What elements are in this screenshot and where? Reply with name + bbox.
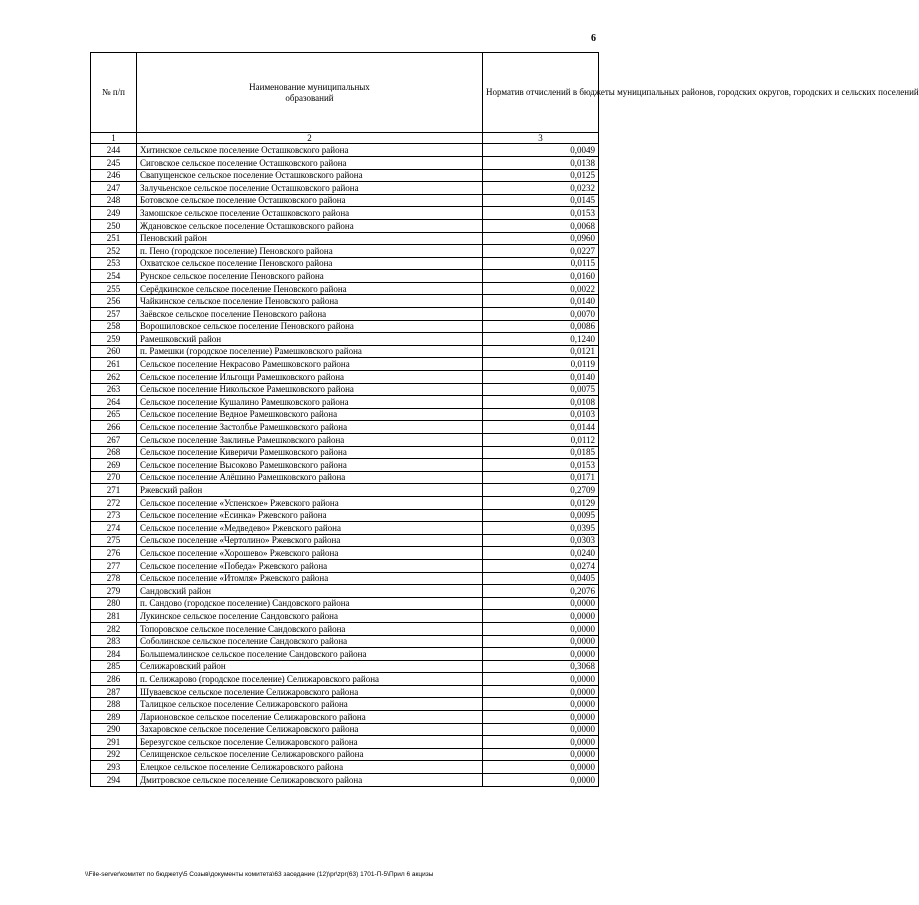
row-number: 251 (91, 232, 137, 245)
header-norm: Норматив отчислений в бюджеты муниципальных районов, городских округов, городских и сельских поселений (483, 53, 599, 133)
page-number: 6 (591, 33, 596, 44)
row-number: 278 (91, 572, 137, 585)
row-name: Чайкинское сельское поселение Пеновского района (137, 295, 483, 308)
row-number: 259 (91, 333, 137, 346)
row-name: Сиговское сельское поселение Осташковского района (137, 156, 483, 169)
table-row (91, 182, 599, 195)
row-name: Ботовское сельское поселение Осташковского района (137, 194, 483, 207)
row-number: 257 (91, 308, 137, 321)
table-row (91, 308, 599, 321)
row-number: 288 (91, 698, 137, 711)
row-number: 293 (91, 761, 137, 774)
row-number: 283 (91, 635, 137, 648)
file-path-footer: \\File-server\комитет по бюджету\5 Созыв\документы комитета\63 заседание (12)\pr\zpr(63) 1701-П-5\Прил 6 акцизы (85, 871, 434, 878)
row-value: 0,0068 (483, 219, 599, 232)
row-value: 0,0160 (483, 270, 599, 283)
row-name: Ларионовское сельское поселение Селижаровского района (137, 711, 483, 724)
row-value: 0,0086 (483, 320, 599, 333)
table-row (91, 496, 599, 509)
row-value: 0,0405 (483, 572, 599, 585)
row-number: 253 (91, 257, 137, 270)
row-value: 0,0000 (483, 761, 599, 774)
row-number: 289 (91, 711, 137, 724)
table-row (91, 559, 599, 572)
table-row (91, 282, 599, 295)
row-number: 246 (91, 169, 137, 182)
row-name: Сельское поселение Алёшино Рамешковского района (137, 471, 483, 484)
row-value: 0,0185 (483, 446, 599, 459)
row-name: Сельское поселение «Чертолино» Ржевского района (137, 534, 483, 547)
row-name: Сельское поселение «Хорошево» Ржевского района (137, 547, 483, 560)
row-value: 0,0049 (483, 144, 599, 157)
row-number: 266 (91, 421, 137, 434)
row-name: Ворошиловское сельское поселение Пеновского района (137, 320, 483, 333)
table-row (91, 648, 599, 661)
table-row (91, 660, 599, 673)
row-value: 0,0000 (483, 736, 599, 749)
table-row (91, 509, 599, 522)
row-value: 0,0121 (483, 345, 599, 358)
row-number: 269 (91, 459, 137, 472)
row-number: 260 (91, 345, 137, 358)
table-row (91, 383, 599, 396)
row-value: 0,0108 (483, 396, 599, 409)
row-name: Залучьенское сельское поселение Осташковского района (137, 182, 483, 195)
row-value: 0,0145 (483, 194, 599, 207)
table-row (91, 434, 599, 447)
row-number: 286 (91, 673, 137, 686)
row-name: Хитинское сельское поселение Осташковского района (137, 144, 483, 157)
row-name: Замошское сельское поселение Осташковского района (137, 207, 483, 220)
row-number: 244 (91, 144, 137, 157)
row-number: 247 (91, 182, 137, 195)
row-name: Сельское поселение «Медведево» Ржевского района (137, 522, 483, 535)
table-row (91, 572, 599, 585)
row-number: 245 (91, 156, 137, 169)
row-name: Захаровское сельское поселение Селижаровского района (137, 723, 483, 736)
table-row (91, 295, 599, 308)
row-name: Большемалинское сельское поселение Сандовского района (137, 648, 483, 661)
row-number: 268 (91, 446, 137, 459)
table-row (91, 736, 599, 749)
row-value: 0,0112 (483, 434, 599, 447)
row-value: 0,0227 (483, 245, 599, 258)
table-row (91, 597, 599, 610)
table-row (91, 673, 599, 686)
row-name: Елецкое сельское поселение Селижаровского района (137, 761, 483, 774)
row-name: Сельское поселение Ильгощи Рамешковского района (137, 371, 483, 384)
table-body (91, 144, 599, 786)
table-row (91, 484, 599, 497)
row-number: 267 (91, 434, 137, 447)
table-row (91, 685, 599, 698)
row-name: Рунское сельское поселение Пеновского района (137, 270, 483, 283)
row-value: 0,0000 (483, 610, 599, 623)
row-name: Талицкое сельское поселение Селижаровского района (137, 698, 483, 711)
row-number: 248 (91, 194, 137, 207)
norms-table (90, 52, 919, 787)
row-value: 0,0000 (483, 748, 599, 761)
row-value: 0,0125 (483, 169, 599, 182)
row-number: 252 (91, 245, 137, 258)
table-row (91, 534, 599, 547)
row-name: Сельское поселение «Есинка» Ржевского района (137, 509, 483, 522)
table-row (91, 446, 599, 459)
row-value: 0,0153 (483, 459, 599, 472)
row-value: 0,0070 (483, 308, 599, 321)
row-number: 282 (91, 622, 137, 635)
row-value: 0,0232 (483, 182, 599, 195)
table-row (91, 232, 599, 245)
row-number: 264 (91, 396, 137, 409)
row-number: 273 (91, 509, 137, 522)
row-name: Сельское поселение Некрасово Рамешковского района (137, 358, 483, 371)
row-value: 0,0000 (483, 673, 599, 686)
row-number: 275 (91, 534, 137, 547)
row-value: 0,0022 (483, 282, 599, 295)
table-row (91, 459, 599, 472)
row-number: 272 (91, 496, 137, 509)
row-value: 0,0000 (483, 597, 599, 610)
row-value: 0,0144 (483, 421, 599, 434)
row-name: Топоровское сельское поселение Сандовского района (137, 622, 483, 635)
row-value: 0,0000 (483, 723, 599, 736)
row-number: 271 (91, 484, 137, 497)
row-value: 0,0140 (483, 371, 599, 384)
table-row (91, 711, 599, 724)
row-value: 0,0000 (483, 622, 599, 635)
table-row (91, 585, 599, 598)
row-name: Сельское поселение Ведное Рамешковского района (137, 408, 483, 421)
row-number: 285 (91, 660, 137, 673)
row-name: Шуваевское сельское поселение Селижаровского района (137, 685, 483, 698)
row-value: 0,0000 (483, 698, 599, 711)
table-row (91, 748, 599, 761)
row-name: Ждановское сельское поселение Осташковского района (137, 219, 483, 232)
column-index-row (91, 133, 599, 144)
row-number: 258 (91, 320, 137, 333)
row-value: 0,3068 (483, 660, 599, 673)
table-row (91, 396, 599, 409)
row-name: Дмитровское сельское поселение Селижаровского района (137, 774, 483, 787)
table-row (91, 320, 599, 333)
table-row (91, 371, 599, 384)
row-number: 276 (91, 547, 137, 560)
table-row (91, 270, 599, 283)
table-row (91, 358, 599, 371)
row-name: Соболинское сельское поселение Сандовского района (137, 635, 483, 648)
row-value: 0,0000 (483, 685, 599, 698)
row-number: 270 (91, 471, 137, 484)
row-number: 265 (91, 408, 137, 421)
row-name: Сандовский район (137, 585, 483, 598)
row-value: 0,0153 (483, 207, 599, 220)
table-row (91, 421, 599, 434)
row-value: 0,0119 (483, 358, 599, 371)
table-row (91, 345, 599, 358)
table-row (91, 547, 599, 560)
table-row (91, 219, 599, 232)
row-value: 0,0000 (483, 635, 599, 648)
table-row (91, 635, 599, 648)
table-row (91, 207, 599, 220)
table-row (91, 471, 599, 484)
row-name: п. Пено (городское поселение) Пеновского района (137, 245, 483, 258)
row-name: Свапущенское сельское поселение Осташковского района (137, 169, 483, 182)
row-name: Сельское поселение Застолбье Рамешковского района (137, 421, 483, 434)
row-name: Селищенское сельское поселение Селижаровского района (137, 748, 483, 761)
row-value: 0,0095 (483, 509, 599, 522)
row-name: Пеновский район (137, 232, 483, 245)
row-name: п. Сандово (городское поселение) Сандовского района (137, 597, 483, 610)
row-number: 290 (91, 723, 137, 736)
table-row (91, 333, 599, 346)
row-name: Селижаровский район (137, 660, 483, 673)
row-value: 0,0240 (483, 547, 599, 560)
row-value: 0,1240 (483, 333, 599, 346)
row-number: 292 (91, 748, 137, 761)
column-index-3: 3 (483, 133, 599, 144)
row-number: 279 (91, 585, 137, 598)
row-number: 294 (91, 774, 137, 787)
row-name: п. Рамешки (городское поселение) Рамешковского района (137, 345, 483, 358)
row-name: Сельское поселение Никольское Рамешковского района (137, 383, 483, 396)
header-number: № п/п (91, 53, 137, 133)
row-name: Серёдкинское сельское поселение Пеновского района (137, 282, 483, 295)
table-row (91, 245, 599, 258)
row-value: 0,0115 (483, 257, 599, 270)
row-number: 249 (91, 207, 137, 220)
row-value: 0,0000 (483, 774, 599, 787)
row-name: п. Селижарово (городское поселение) Селижаровского района (137, 673, 483, 686)
row-number: 284 (91, 648, 137, 661)
table-row (91, 610, 599, 623)
row-value: 0,0274 (483, 559, 599, 572)
table-row (91, 257, 599, 270)
row-name: Охватское сельское поселение Пеновского района (137, 257, 483, 270)
table-row (91, 144, 599, 157)
row-number: 250 (91, 219, 137, 232)
row-name: Сельское поселение Киверичи Рамешковского района (137, 446, 483, 459)
row-value: 0,0140 (483, 295, 599, 308)
row-name: Сельское поселение Высоково Рамешковского района (137, 459, 483, 472)
header-name (137, 53, 483, 133)
row-number: 263 (91, 383, 137, 396)
table-row (91, 156, 599, 169)
row-value: 0,0103 (483, 408, 599, 421)
row-number: 262 (91, 371, 137, 384)
table-row (91, 408, 599, 421)
table-row (91, 522, 599, 535)
row-number: 256 (91, 295, 137, 308)
column-index-1: 1 (91, 133, 137, 144)
row-name: Лукинское сельское поселение Сандовского района (137, 610, 483, 623)
row-number: 281 (91, 610, 137, 623)
row-number: 255 (91, 282, 137, 295)
row-name: Березугское сельское поселение Селижаровского района (137, 736, 483, 749)
row-number: 261 (91, 358, 137, 371)
row-number: 291 (91, 736, 137, 749)
row-value: 0,0000 (483, 648, 599, 661)
table-header-row (91, 53, 599, 133)
row-value: 0,0960 (483, 232, 599, 245)
row-number: 280 (91, 597, 137, 610)
row-value: 0,0075 (483, 383, 599, 396)
row-number: 274 (91, 522, 137, 535)
row-value: 0,0138 (483, 156, 599, 169)
row-name: Сельское поселение Заклинье Рамешковского района (137, 434, 483, 447)
row-value: 0,2076 (483, 585, 599, 598)
table-row (91, 169, 599, 182)
row-value: 0,0303 (483, 534, 599, 547)
header-name-text: Наименование муниципальных образований (249, 82, 370, 103)
row-value: 0,0171 (483, 471, 599, 484)
row-value: 0,0395 (483, 522, 599, 535)
table-row (91, 761, 599, 774)
row-number: 254 (91, 270, 137, 283)
table-row (91, 194, 599, 207)
row-name: Сельское поселение Кушалино Рамешковского района (137, 396, 483, 409)
row-name: Сельское поселение «Успенское» Ржевского района (137, 496, 483, 509)
table-row (91, 723, 599, 736)
table-row (91, 622, 599, 635)
row-number: 277 (91, 559, 137, 572)
row-name: Ржевский район (137, 484, 483, 497)
row-name: Сельское поселение «Победа» Ржевского района (137, 559, 483, 572)
table-row (91, 774, 599, 787)
row-name: Заёвское сельское поселение Пеновского района (137, 308, 483, 321)
row-value: 0,2709 (483, 484, 599, 497)
row-number: 287 (91, 685, 137, 698)
row-name: Сельское поселение «Итомля» Ржевского района (137, 572, 483, 585)
row-name: Рамешковский район (137, 333, 483, 346)
row-value: 0,0000 (483, 711, 599, 724)
table-row (91, 698, 599, 711)
row-value: 0,0129 (483, 496, 599, 509)
column-index-2: 2 (137, 133, 483, 144)
